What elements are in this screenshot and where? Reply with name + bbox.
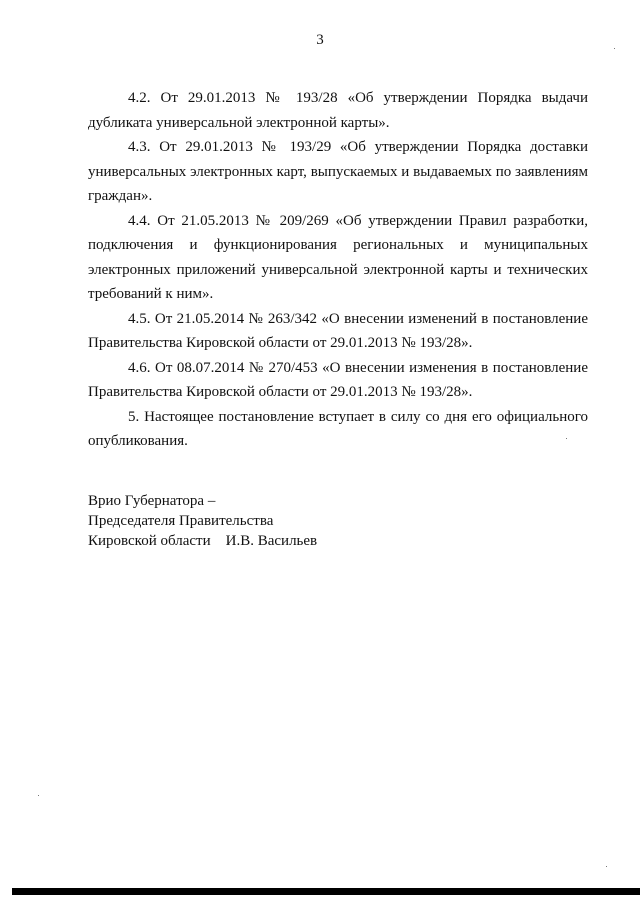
scan-bottom-edge: [12, 888, 640, 895]
paragraph-4-5: 4.5. От 21.05.2014 № 263/342 «О внесении изменений в постановление Правительства Кировской области от 29.01.2013 № 193/28».: [88, 310, 588, 351]
paragraph-4-4: 4.4. От 21.05.2013 № 209/269 «Об утверждении Правил разработки, подключения и функционирования региональных и муниципальных электронных приложений универсальной электронной карты и технических требований к ним».: [88, 212, 588, 302]
scan-speck: [606, 866, 607, 867]
paragraph-5: 5. Настоящее постановление вступает в силу со дня его официального опубликования.: [88, 408, 588, 449]
signature-title-line-1: Врио Губернатора –: [88, 493, 216, 509]
signature-name-line: Кировской области И.В. Васильев: [88, 533, 318, 549]
page-number: 3: [316, 32, 324, 48]
paragraph-4-3: 4.3. От 29.01.2013 № 193/29 «Об утверждении Порядка доставки универсальных электронных карт, выпускаемых и выдаваемых по заявлениям граждан».: [88, 139, 588, 204]
document-body: [88, 86, 588, 454]
paragraph-4-6: 4.6. От 08.07.2014 № 270/453 «О внесении изменения в постановление Правительства Кировской области от 29.01.2013 № 193/28».: [88, 359, 588, 400]
scan-speck: [614, 48, 615, 49]
scan-speck: [38, 795, 39, 796]
signature-block: [88, 491, 317, 551]
signature-title-line-2: Председателя Правительства: [88, 513, 274, 529]
paragraph-4-2: 4.2. От 29.01.2013 № 193/28 «Об утверждении Порядка выдачи дубликата универсальной электронной карты».: [88, 90, 588, 131]
scan-speck: [566, 438, 567, 439]
